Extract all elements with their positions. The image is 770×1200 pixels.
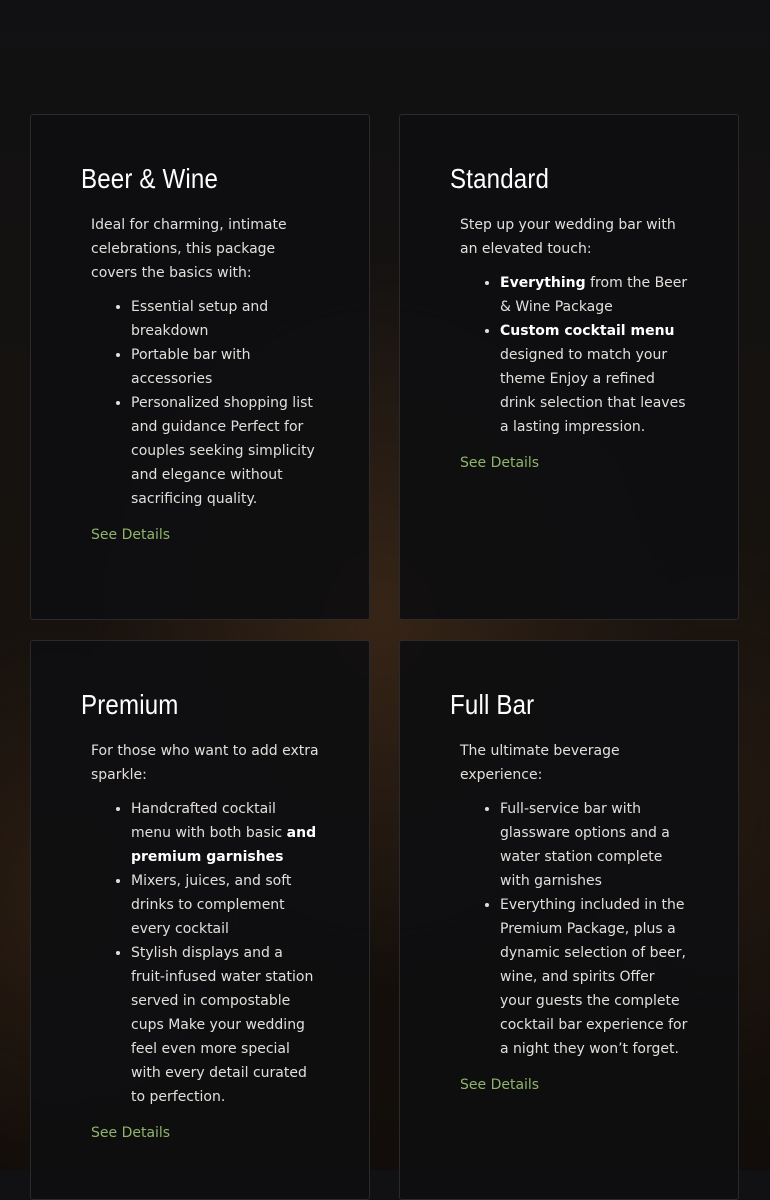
package-intro: The ultimate beverage experience: xyxy=(460,743,620,783)
package-title: Premium xyxy=(81,689,179,720)
list-item: • Handcrafted cocktail menu with both basic and premium garnishes xyxy=(131,797,319,869)
package-feature-list xyxy=(91,797,319,1109)
package-feature-list xyxy=(460,797,688,1061)
list-item: • Portable bar with accessories xyxy=(131,343,319,391)
package-card-full-bar xyxy=(399,640,739,1200)
package-intro: Step up your wedding bar with an elevated touch: xyxy=(460,217,676,257)
package-title: Full Bar xyxy=(450,689,535,720)
see-details-link[interactable]: See Details xyxy=(460,455,540,471)
list-item: • Stylish displays and a fruit-infused water station served in compostable cups Make your wedding feel even more special with every detail curated to perfection. xyxy=(131,941,319,1109)
list-item: • Custom cocktail menu designed to match your theme Enjoy a refined drink selection that leaves a lasting impression. xyxy=(500,319,688,439)
package-title: Standard xyxy=(450,163,550,194)
package-card-standard xyxy=(399,114,739,620)
see-details-link[interactable]: See Details xyxy=(91,1125,171,1141)
package-feature-list xyxy=(460,271,688,439)
package-title: Beer & Wine xyxy=(81,163,219,194)
package-feature-list xyxy=(91,295,319,511)
list-item: • Full-service bar with glassware options and a water station complete with garnishes xyxy=(500,797,688,893)
see-details-link[interactable]: See Details xyxy=(460,1077,540,1093)
list-item: • Mixers, juices, and soft drinks to complement every cocktail xyxy=(131,869,319,941)
package-intro: For those who want to add extra sparkle: xyxy=(91,743,319,783)
list-item: • Essential setup and breakdown xyxy=(131,295,319,343)
package-card-premium xyxy=(30,640,370,1200)
list-item: • Everything included in the Premium Package, plus a dynamic selection of beer, wine, and spirits Offer your guests the complete cocktail bar experience for a night they won’t forget. xyxy=(500,893,688,1061)
list-item: • Everything from the Beer & Wine Package xyxy=(500,271,688,319)
list-item: • Personalized shopping list and guidance Perfect for couples seeking simplicity and elegance without sacrificing quality. xyxy=(131,391,319,511)
package-card-beer-wine xyxy=(30,114,370,620)
see-details-link[interactable]: See Details xyxy=(91,527,171,543)
package-intro: Ideal for charming, intimate celebrations, this package covers the basics with: xyxy=(91,217,287,281)
